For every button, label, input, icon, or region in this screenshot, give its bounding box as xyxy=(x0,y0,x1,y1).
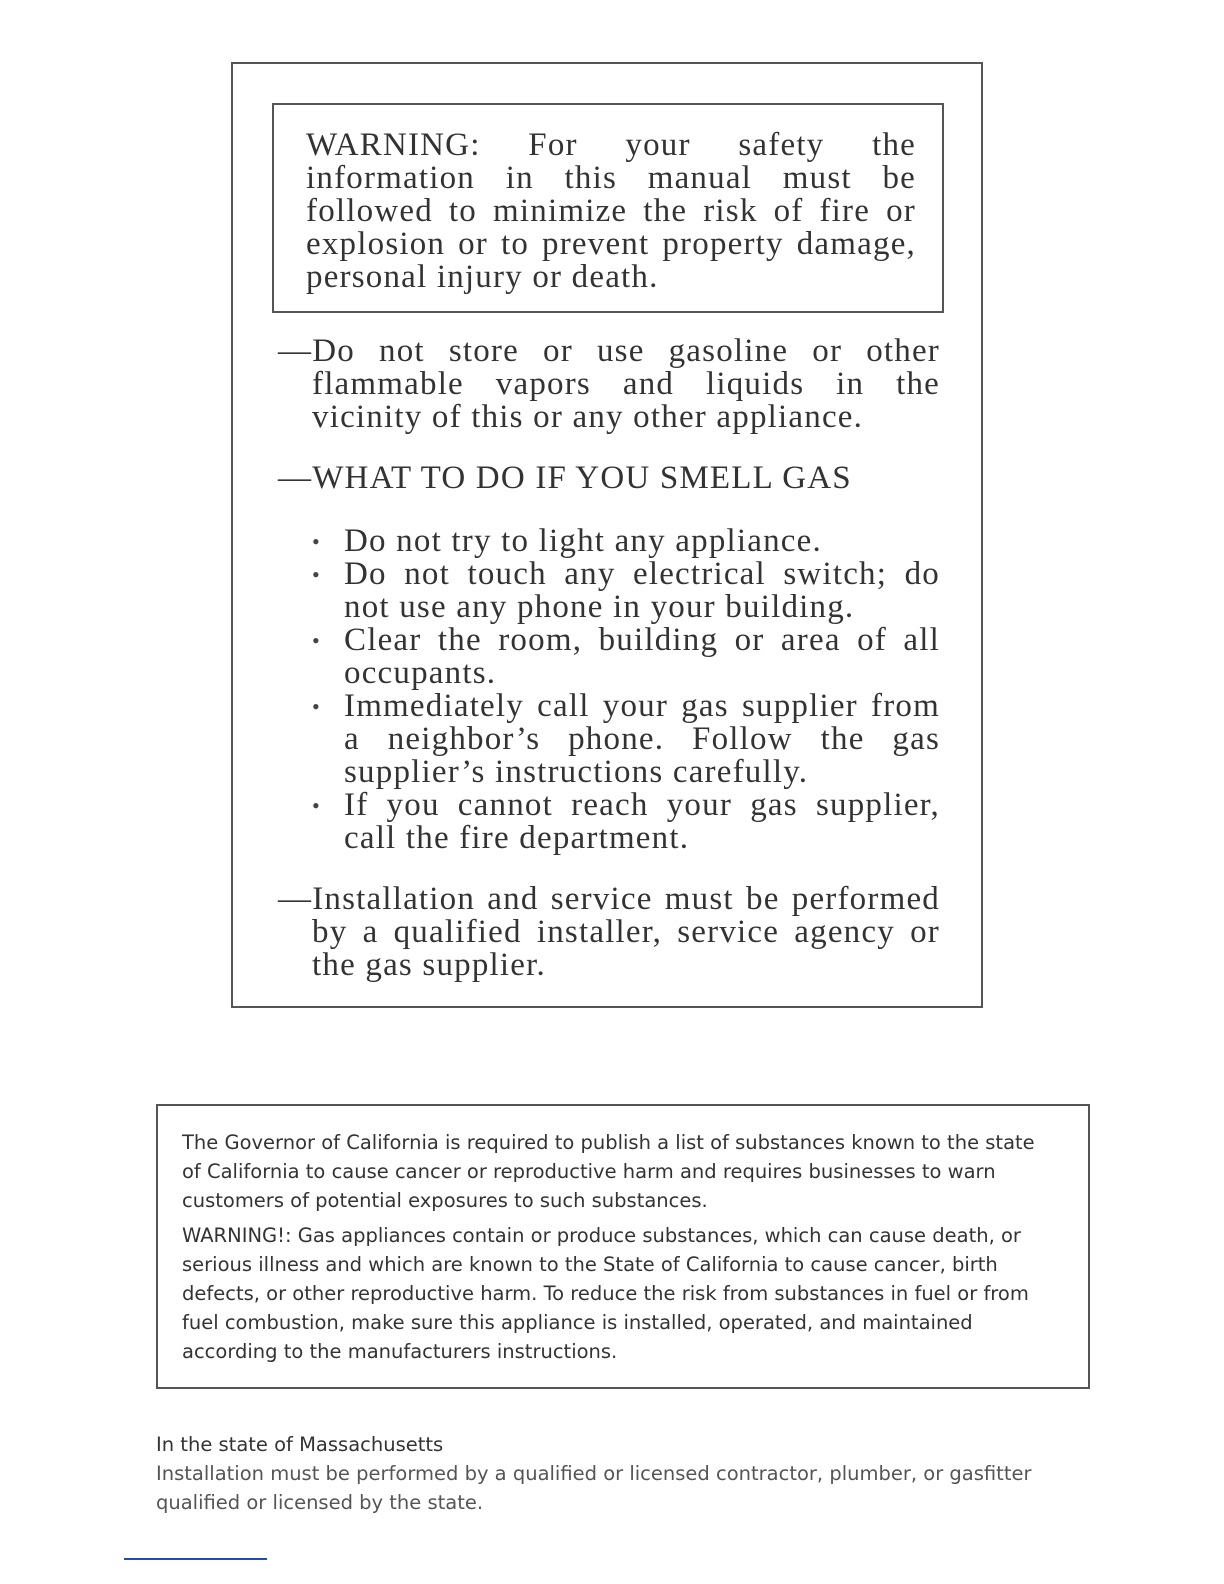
step-text: Do not touch any electrical switch; do not use any phone in your building. xyxy=(344,556,940,625)
massachusetts-text: Installation must be performed by a qualified or licensed contractor, plumber, or gasfitter qualified or licensed by the state. xyxy=(156,1462,1032,1514)
list-item xyxy=(310,624,940,690)
bullet-icon: • xyxy=(312,628,321,653)
installation-instruction xyxy=(278,883,940,982)
massachusetts-title: In the state of Massachusetts xyxy=(156,1433,444,1456)
california-notice-box xyxy=(156,1104,1090,1389)
installation-instruction-text: —Installation and service must be performed by a qualified installer, service agency or the gas supplier. xyxy=(278,881,940,983)
list-item xyxy=(310,558,940,624)
smell-gas-heading xyxy=(278,462,940,495)
step-text: Immediately call your gas supplier from a neighbor’s phone. Follow the gas supplier’s instructions carefully. xyxy=(344,688,940,790)
massachusetts-notice xyxy=(156,1430,1076,1517)
storage-instruction xyxy=(278,335,940,434)
warning-text: WARNING: For your safety the information in this manual must be followed to minimize the risk of fire or explosion or to prevent property damage, personal injury or death. xyxy=(306,127,916,295)
step-text: Do not try to light any appliance. xyxy=(344,523,822,559)
bullet-icon: • xyxy=(312,529,321,554)
bullet-icon: • xyxy=(312,694,321,719)
list-item xyxy=(310,690,940,789)
california-notice-paragraph: The Governor of California is required to publish a list of substances known to the state of California to cause cancer or reproductive harm and requires businesses to warn customers of potential exposures to such substances. xyxy=(182,1131,1035,1212)
list-item xyxy=(310,789,940,855)
warning-box xyxy=(272,103,944,313)
step-text: If you cannot reach your gas supplier, call the fire department. xyxy=(344,787,940,856)
footnote-divider xyxy=(124,1558,267,1560)
smell-gas-heading-text: —WHAT TO DO IF YOU SMELL GAS xyxy=(278,460,852,496)
list-item xyxy=(310,525,940,558)
storage-instruction-text: —Do not store or use gasoline or other flammable vapors and liquids in the vicinity of this or any other appliance. xyxy=(278,333,940,435)
california-warning-paragraph: WARNING!: Gas appliances contain or produce substances, which can cause death, or serious illness and which are known to the State of California to cause cancer, birth defects, or other reproductive harm. To reduce the risk from substances in fuel or from fuel combustion, make sure this appliance is installed, operated, and maintained according to the manufacturers instructions. xyxy=(182,1224,1029,1363)
step-text: Clear the room, building or area of all occupants. xyxy=(344,622,940,691)
bullet-icon: • xyxy=(312,793,321,818)
smell-gas-steps-list xyxy=(310,525,940,855)
bullet-icon: • xyxy=(312,562,321,587)
